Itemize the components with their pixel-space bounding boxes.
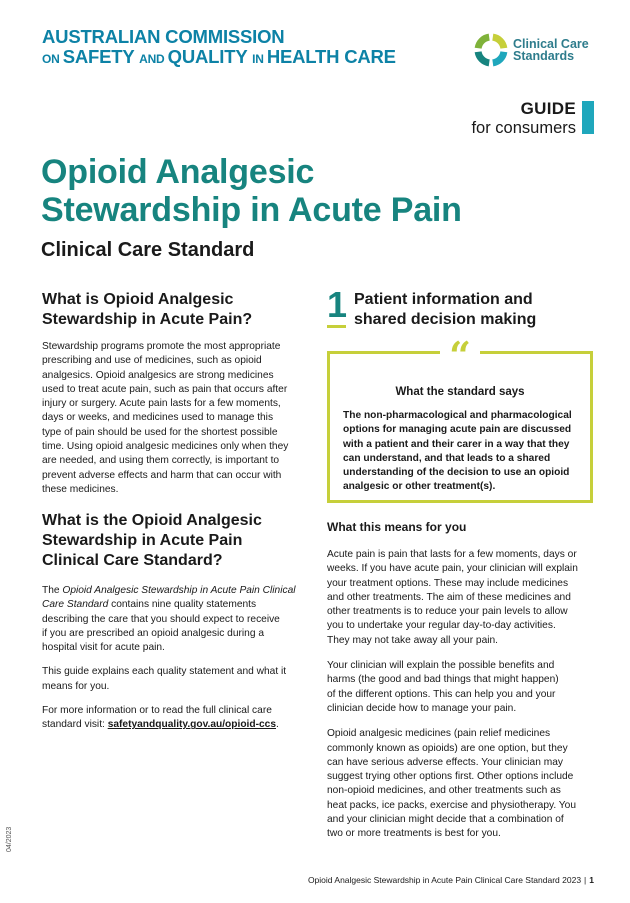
text-line: suggest trying other options first. Other options include xyxy=(327,771,574,783)
standard-name: Care Standard xyxy=(42,599,109,611)
text-line: They may not take away all your pain. xyxy=(327,634,499,646)
quote-mark-icon: “ xyxy=(440,337,480,365)
text-line: For more information or to read the full clinical care xyxy=(42,705,272,717)
footer-separator: | xyxy=(584,875,587,885)
text-line: Acute pain is pain that lasts for a few moments, days or xyxy=(327,549,577,560)
section-what-this-means xyxy=(327,520,597,842)
text-line: injury or surgery. Acute pain lasts for a few moments, xyxy=(42,398,281,410)
date-code: 04/2023 xyxy=(6,826,13,852)
text-line: The non-pharmacological and pharmacological xyxy=(343,410,572,421)
text-line: Your clinician will explain the possible benefits and xyxy=(327,660,555,672)
page-number: 1 xyxy=(589,875,594,885)
logo-ring-segment xyxy=(478,37,489,48)
org-name-word: ON xyxy=(42,52,63,66)
org-name-line1: AUSTRALIAN COMMISSION xyxy=(42,26,285,47)
clinical-care-standards-logo xyxy=(473,32,589,68)
statement-title xyxy=(354,290,536,330)
box-heading: What the standard says xyxy=(395,386,525,398)
heading-line: Stewardship in Acute Pain xyxy=(42,532,243,549)
heading-line: shared decision making xyxy=(354,311,537,328)
page-subtitle: Clinical Care Standard xyxy=(41,239,255,261)
page-footer xyxy=(308,875,594,885)
text-line: used to treat acute pain, such as pain that occurs after xyxy=(42,383,288,395)
heading-line: Stewardship in Acute Pain? xyxy=(42,311,253,328)
paragraph xyxy=(327,727,597,841)
text-line: if you are prescribed an opioid analgesic during a xyxy=(42,627,265,639)
paragraph xyxy=(327,548,597,648)
guide-label-line2: for consumers xyxy=(471,119,576,137)
text: The xyxy=(42,585,63,596)
footer-text: Opioid Analgesic Stewardship in Acute Pain Clinical Care Standard 2023 xyxy=(307,875,582,885)
text-line: describing the care that you should expect to receive xyxy=(42,613,280,625)
text-line: are needed, and using them correctly, is important to xyxy=(42,455,280,467)
logo-text-line2: Standards xyxy=(513,49,575,63)
org-name-word: QUALITY xyxy=(167,46,253,67)
text-line: Stewardship programs promote the most appropriate xyxy=(42,341,281,352)
text-line: and your clinician might decide that a combination of xyxy=(327,814,564,826)
text-line: analgesic or other treatment(s). xyxy=(343,481,496,493)
guide-label xyxy=(471,99,576,138)
box-text xyxy=(343,409,572,495)
text-line: you to undertake your regular day-to-day activities. xyxy=(327,620,556,632)
statement-number: 1 xyxy=(327,284,348,325)
logo-ring-segment xyxy=(493,37,504,48)
text: contains nine quality statements xyxy=(108,599,257,611)
text-line: options for managing acute pain are discussed xyxy=(343,424,572,436)
logo-ring-segment xyxy=(493,52,504,63)
section-heading xyxy=(42,511,300,571)
text: standard visit: xyxy=(42,719,108,731)
text-line: other treatments is to reduce your pain levels to allow xyxy=(327,606,568,618)
text-line: time. Using opioid analgesic medicines only when they xyxy=(42,441,289,453)
text-line: these medicines. xyxy=(42,483,119,495)
text-line: days or weeks, and medicines used to manage this xyxy=(42,412,274,424)
standard-link[interactable]: safetyandquality.gov.au/opioid-ccs xyxy=(107,719,276,731)
org-name-word: IN xyxy=(252,52,267,66)
text-line: prescribing and use of medicines, such as opioid xyxy=(42,355,262,367)
title-line1: Opioid Analgesic xyxy=(41,153,315,191)
text-line: non-opioid medicines, and other treatments such as xyxy=(327,785,561,797)
text-line: with a patient and their carer in a way that they xyxy=(343,438,570,450)
section-what-is-stewardship xyxy=(42,290,300,497)
standard-name: Opioid Analgesic Stewardship in Acute Pain Clinical xyxy=(62,585,296,596)
guide-accent-bar xyxy=(582,101,594,134)
section-heading xyxy=(42,290,300,330)
heading-line: Patient information and xyxy=(354,291,533,308)
paragraph xyxy=(42,704,300,733)
text-line: clinician decide how to manage your pain. xyxy=(327,702,517,714)
text-line: type of pain should be used for the shortest possible xyxy=(42,426,278,438)
text-line: your treatment options. These may include medicines xyxy=(327,577,569,589)
heading-line: Clinical Care Standard? xyxy=(42,552,223,569)
heading-line: What is Opioid Analgesic xyxy=(42,291,234,308)
heading-line: What is the Opioid Analgesic xyxy=(42,512,262,529)
text-line: This guide explains each quality statement and what it xyxy=(42,666,287,678)
text-line: harms (the good and bad things that might happen) xyxy=(327,674,559,686)
text-line: means for you. xyxy=(42,680,110,692)
text-line: heat packs, ice packs, exercise and physiotherapy. You xyxy=(327,799,576,811)
statement-number-underline xyxy=(327,325,346,328)
text-line: Opioid analgesic medicines (pain relief medicines xyxy=(327,728,551,740)
guide-label-line1: GUIDE xyxy=(520,99,576,118)
text-line: and other treatments. The aim of these medicines and xyxy=(327,591,571,603)
paragraph xyxy=(42,340,300,497)
text-line: can understand, and that leads to a shared xyxy=(343,452,551,464)
ccs-logo-icon xyxy=(473,32,509,68)
text-line: analgesics. Opioid analgesics are strong medicines xyxy=(42,369,274,381)
org-name-line2 xyxy=(42,47,396,69)
text-line: understanding of the decision to use an opioid xyxy=(343,467,570,479)
text-line: weeks. If you have acute pain, your clinician will explain xyxy=(327,563,578,575)
paragraph xyxy=(42,584,300,655)
organisation-name xyxy=(42,27,396,69)
text-line: of the different options. This can help you and your xyxy=(327,688,556,700)
org-name-word: HEALTH CARE xyxy=(266,46,396,67)
section-what-is-standard xyxy=(42,511,300,733)
text-line: can have serious adverse effects. Your clinician may xyxy=(327,756,563,768)
text-line: commonly known as opioids) are one option, but they xyxy=(327,742,568,754)
page-title xyxy=(41,153,462,229)
org-name-word: SAFETY xyxy=(62,46,140,67)
paragraph xyxy=(42,665,300,694)
logo-ring-segment xyxy=(478,52,489,63)
text-line: two or more treatments is best for you. xyxy=(327,828,501,840)
logo-text-line1: Clinical Care xyxy=(513,37,589,51)
paragraph xyxy=(327,659,597,716)
title-line2: Stewardship in Acute Pain xyxy=(41,191,462,229)
section-heading: What this means for you xyxy=(327,520,467,534)
text-line: prevent adverse effects and harm that can occur with xyxy=(42,469,282,481)
org-name-word: AND xyxy=(139,52,168,66)
text: . xyxy=(276,719,279,731)
text-line: hospital visit for acute pain. xyxy=(42,642,165,654)
